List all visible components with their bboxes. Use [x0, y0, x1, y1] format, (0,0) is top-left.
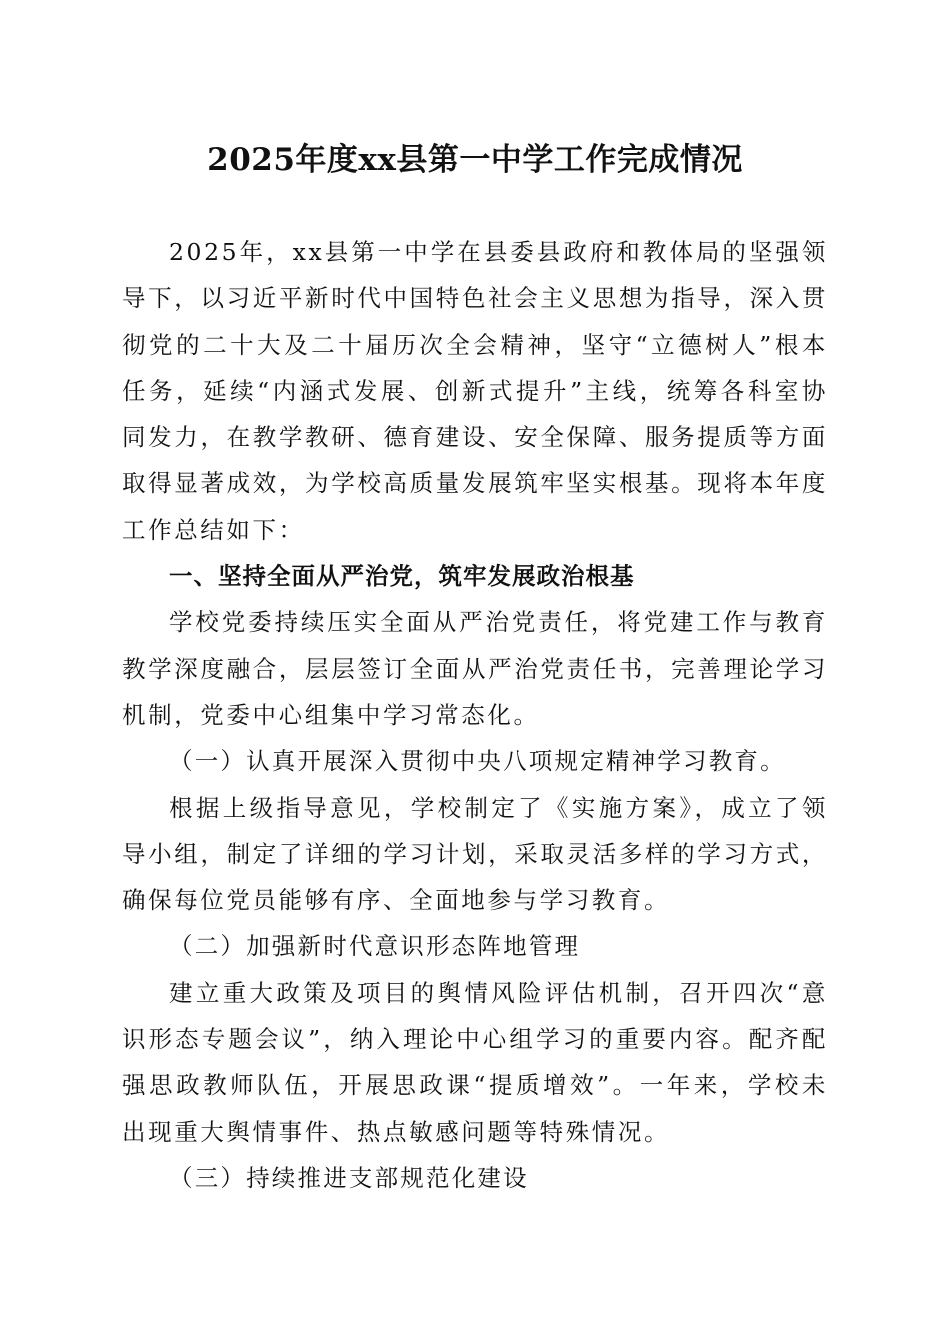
subsection-1-paragraph: 根据上级指导意见，学校制定了《实施方案》，成立了领导小组，制定了详细的学习计划，采取灵活多样的学习方式，确保每位党员能够有序、全面地参与学习教育。 [122, 793, 828, 915]
subsection-2-heading: （二）加强新时代意识形态阵地管理 [169, 932, 581, 961]
section-1-paragraph: 学校党委持续压实全面从严治党责任，将党建工作与教育教学深度融合，层层签订全面从严治党责任书，完善理论学习机制，党委中心组集中学习常态化。 [122, 608, 828, 729]
subsection-3-heading: （三）持续推进支部规范化建设 [169, 1163, 529, 1192]
subsection-2-paragraph: 建立重大政策及项目的舆情风险评估机制，召开四次“意识形态专题会议”，纳入理论中心组学习的重要内容。配齐配强思政教师队伍，开展思政课“提质增效”。一年来，学校未出现重大舆情事件、热点敏感问题等特殊情况。 [122, 978, 828, 1146]
intro-paragraph: 2025年，xx县第一中学在县委县政府和教体局的坚强领导下，以习近平新时代中国特色社会主义思想为指导，深入贯彻党的二十大及二十届历次全会精神，坚守“立德树人”根本任务，延续“内涵式发展、创新式提升”主线，统筹各科室协同发力，在教学教研、德育建设、安全保障、服务提质等方面取得显著成效，为学校高质量发展筑牢坚实根基。现将本年度工作总结如下： [122, 238, 828, 544]
subsection-1-heading: （一）认真开展深入贯彻中央八项规定精神学习教育。 [169, 747, 786, 776]
document-body [122, 229, 828, 1201]
document-title: 2025年度xx县第一中学工作完成情况 [207, 142, 743, 178]
section-1-heading: 一、坚持全面从严治党，筑牢发展政治根基 [169, 562, 635, 591]
